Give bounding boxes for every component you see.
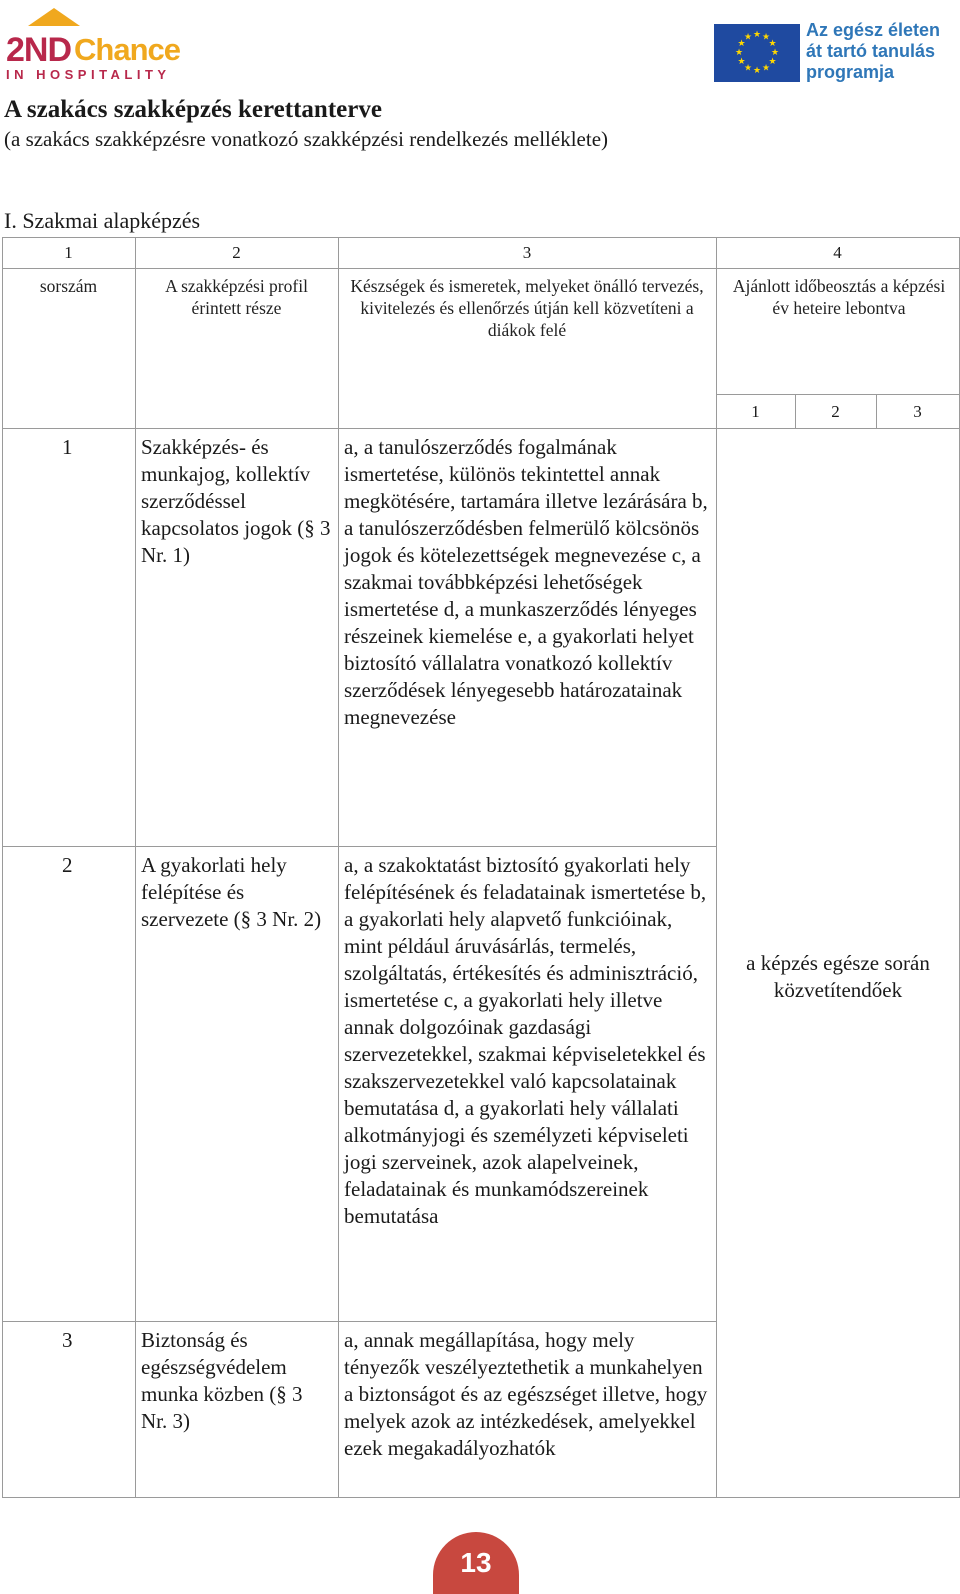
year-column-1: 1 [751, 402, 760, 421]
document-subtitle: (a szakács szakképzésre vonatkozó szakképzési rendelkezés melléklete) [4, 127, 609, 151]
logo-word-chance: Chance [74, 32, 180, 67]
year-column-3: 3 [913, 402, 922, 421]
row-profile-part: Biztonság és egészségvédelem munka közben (§ 3 Nr. 3) [141, 1328, 303, 1433]
row-number: 1 [62, 435, 73, 459]
row-profile-part: A gyakorlati hely felépítése és szervezete (§ 3 Nr. 2) [141, 853, 322, 931]
svg-text:★: ★ [737, 39, 746, 49]
header-schedule: Ajánlott időbeosztás a képzési év heteire lebontva [732, 276, 946, 318]
eu-program-line: Az egész életen [806, 20, 941, 40]
svg-text:★: ★ [768, 39, 777, 49]
svg-text:★: ★ [752, 66, 762, 76]
column-number: 3 [522, 243, 532, 262]
svg-text:★: ★ [737, 57, 746, 67]
row-number: 2 [62, 853, 73, 877]
svg-text:★: ★ [770, 48, 780, 58]
eu-program-line: programja [806, 62, 895, 82]
column-number: 4 [833, 243, 842, 262]
schedule-span-note: a képzés egésze során közvetítendőek [746, 951, 930, 1002]
logo-word-end: 2ND [6, 31, 72, 69]
row-profile-part: Szakképzés- és munkajog, kollektív szerződéssel kapcsolatos jogok (§ 3 Nr. 1) [141, 435, 331, 567]
logo-subtitle: IN HOSPITALITY [6, 67, 171, 82]
row-skills: a, annak megállapítása, hogy mely tényezők veszélyeztethetik a munkahelyen a biztonságot és az egészséget illetve, hogy melyek azok az intézkedések, amelyekkel ezek megakadályozhatók [344, 1328, 708, 1460]
svg-text:★: ★ [761, 63, 771, 74]
document-title: A szakács szakképzés kerettanterve [4, 96, 382, 123]
svg-text:★: ★ [768, 57, 777, 67]
eu-program-line: át tartó tanulás [806, 41, 936, 61]
page-number-badge: 13 [433, 1532, 519, 1594]
svg-text:★: ★ [761, 32, 771, 43]
header-sorszam: sorszám [39, 276, 98, 296]
header-skills: Készségek és ismeretek, melyeket önálló tervezés, kivitelezés és ellenőrzés útján kell közvetíteni a diákok felé [350, 276, 704, 340]
header-profile-part: A szakképzési profil érintett része [165, 276, 308, 318]
svg-text:★: ★ [734, 48, 744, 58]
row-skills: a, a tanulószerződés fogalmának ismertetése, különös tekintettel annak megkötésére, tartamára illetve lezárására b, a tanulószerződésben felmerülő kölcsönös jogok és kötelezettségek megnevezése c, a szakmai továbbképzési lehetőségek ismertetése d, a munkaszerződés lényeges részeinek kiemelése e, a gyakorlati helyet biztosító vállalatra vonatkozó kollektív szerződések lényegesebb határozatainak megnevezése [344, 435, 708, 729]
year-column-2: 2 [831, 402, 840, 421]
svg-text:★: ★ [752, 30, 762, 40]
row-skills: a, a szakoktatást biztosító gyakorlati hely felépítésének és feladatainak ismertetése b, a gyakorlati hely alapvető funkcióinak, mint például áruvásárlás, termelés, szolgáltatás, értékesítés és adminisztráció, ismertetése c, a gyakorlati hely illetve annak dolgozóinak gazdasági szervezetekkel, szakmai képviseletekkel és szakszervezetekkel való kapcsolatainak bemutatása d, a gyakorlati hely vállalati alkotmányjogi és személyzeti képviseleti jogi szerveinek, azok alapelveinek, feladatainak és munkamódszereinek bemutatása [344, 853, 707, 1228]
column-number: 2 [232, 243, 241, 262]
svg-text:★: ★ [743, 63, 753, 74]
section-title: I. Szakmai alapképzés [4, 208, 201, 233]
column-number: 1 [64, 243, 73, 262]
row-number: 3 [62, 1328, 73, 1352]
svg-text:★: ★ [743, 32, 753, 43]
